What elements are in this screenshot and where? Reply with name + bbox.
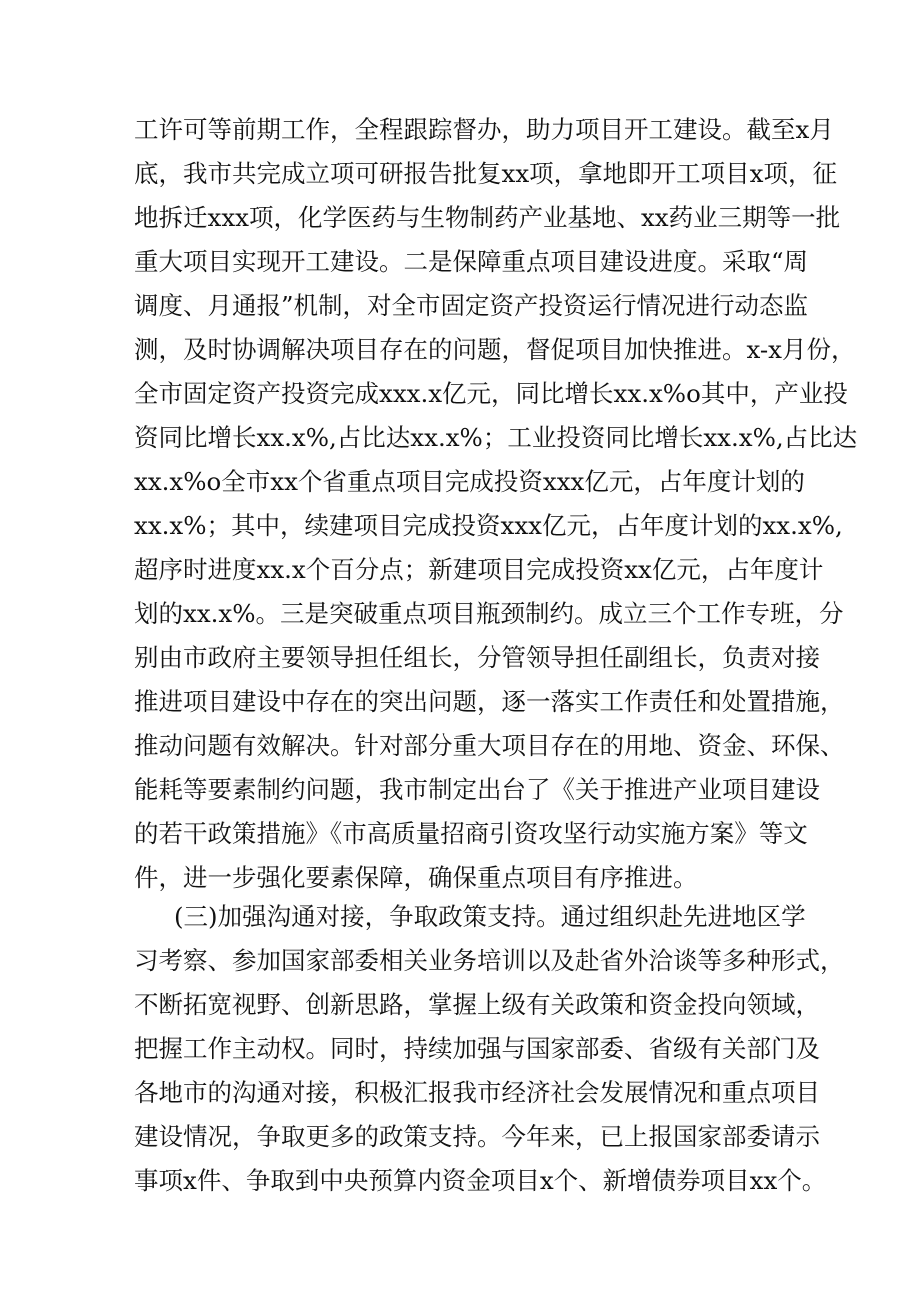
paragraph-line: 底，我市共完成立项可研报告批复xx项，拿地即开工项目x项，征	[134, 159, 837, 188]
paragraph-project-progress	[134, 108, 858, 900]
paragraph-line: 重大项目实现开工建设。二是保障重点项目建设进度。采取“周	[134, 247, 809, 276]
section-heading-line: (三)加强沟通对接，争取政策支持。通过组织赴先进地区学	[174, 902, 806, 931]
paragraph-line: 测，及时协调解决项目存在的问题，督促项目加快推进。x-x月份，	[134, 335, 856, 364]
paragraph-line: 划的xx.x%。三是突破重点项目瓶颈制约。成立三个工作专班，分	[134, 599, 844, 628]
paragraph-line: 超序时进度xx.x个百分点；新建项目完成投资xx亿元，占年度计	[134, 555, 824, 584]
paragraph-line: 不断拓宽视野、创新思路，掌握上级有关政策和资金投向领域，	[134, 990, 820, 1019]
paragraph-line: 地拆迁xxx项，化学医药与生物制药产业基地、xx药业三期等一批	[134, 203, 841, 232]
paragraph-policy-support	[134, 895, 845, 1203]
paragraph-line: 工许可等前期工作，全程跟踪督办，助力项目开工建设。截至x月	[134, 115, 834, 144]
paragraph-line: 别由市政府主要领导担任组长，分管领导担任副组长，负责对接	[134, 643, 820, 672]
paragraph-line: 推动问题有效解决。针对部分重大项目存在的用地、资金、环保、	[134, 731, 845, 760]
paragraph-line: 能耗等要素制约问题，我市制定出台了《关于推进产业项目建设	[134, 775, 820, 804]
paragraph-line: 调度、月通报”机制，对全市固定资产投资运行情况进行动态监	[134, 291, 809, 320]
paragraph-line: 把握工作主动权。同时，持续加强与国家部委、省级有关部门及	[134, 1034, 820, 1063]
paragraph-line: 件，进一步强化要素保障，确保重点项目有序推进。	[134, 863, 698, 892]
paragraph-line: xx.x%；其中，续建项目完成投资xxx亿元，占年度计划的xx.x%,	[134, 511, 843, 540]
paragraph-line: 各地市的沟通对接，积极汇报我市经济社会发展情况和重点项目	[134, 1078, 820, 1107]
paragraph-line: 的若干政策措施》《市高质量招商引资攻坚行动实施方案》等文	[134, 819, 808, 848]
paragraph-line: xx.x%o全市xx个省重点项目完成投资xxx亿元，占年度计划的	[134, 467, 805, 496]
paragraph-line: 习考察、参加国家部委相关业务培训以及赴省外洽谈等多种形式，	[134, 946, 845, 975]
paragraph-line: 全市固定资产投资完成xxx.x亿元，同比增长xx.x%o其中，产业投	[134, 379, 848, 408]
paragraph-line: 事项x件、争取到中央预算内资金项目x个、新增债券项目xx个。	[134, 1166, 827, 1195]
paragraph-line: 推进项目建设中存在的突出问题，逐一落实工作责任和处置措施，	[134, 687, 845, 716]
paragraph-line: 建设情况，争取更多的政策支持。今年来，已上报国家部委请示	[134, 1122, 820, 1151]
paragraph-line: 资同比增长xx.x%,占比达xx.x%；工业投资同比增长xx.x%,占比达	[134, 423, 858, 452]
